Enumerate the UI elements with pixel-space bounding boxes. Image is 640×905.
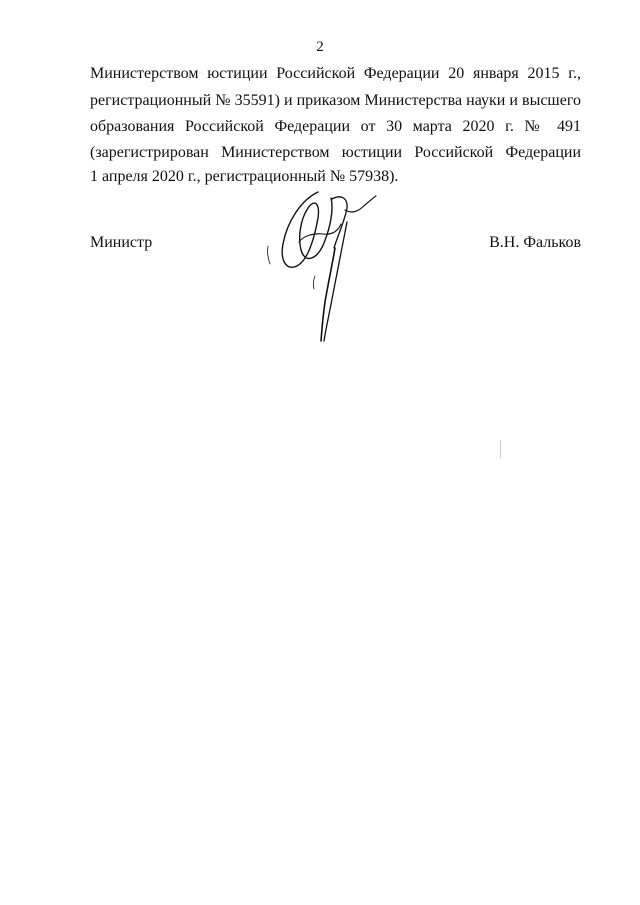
handwritten-signature-icon	[255, 178, 395, 348]
body-line: Министерством юстиции Российской Федерации 20 января 2015 г.,	[90, 65, 581, 82]
body-line: (зарегистрирован Министерством юстиции Российской Федерации	[90, 144, 581, 161]
page-number: 2	[316, 39, 324, 55]
body-line: 1 апреля 2020 г., регистрационный № 57938).	[90, 168, 399, 185]
body-line: образования Российской Федерации от 30 марта 2020 г. № 491	[90, 118, 581, 135]
signature-name: В.Н. Фальков	[489, 234, 581, 251]
signature-role: Министр	[90, 234, 153, 251]
body-line: регистрационный № 35591) и приказом Министерства науки и высшего	[90, 92, 581, 109]
scan-artifact	[500, 440, 501, 458]
